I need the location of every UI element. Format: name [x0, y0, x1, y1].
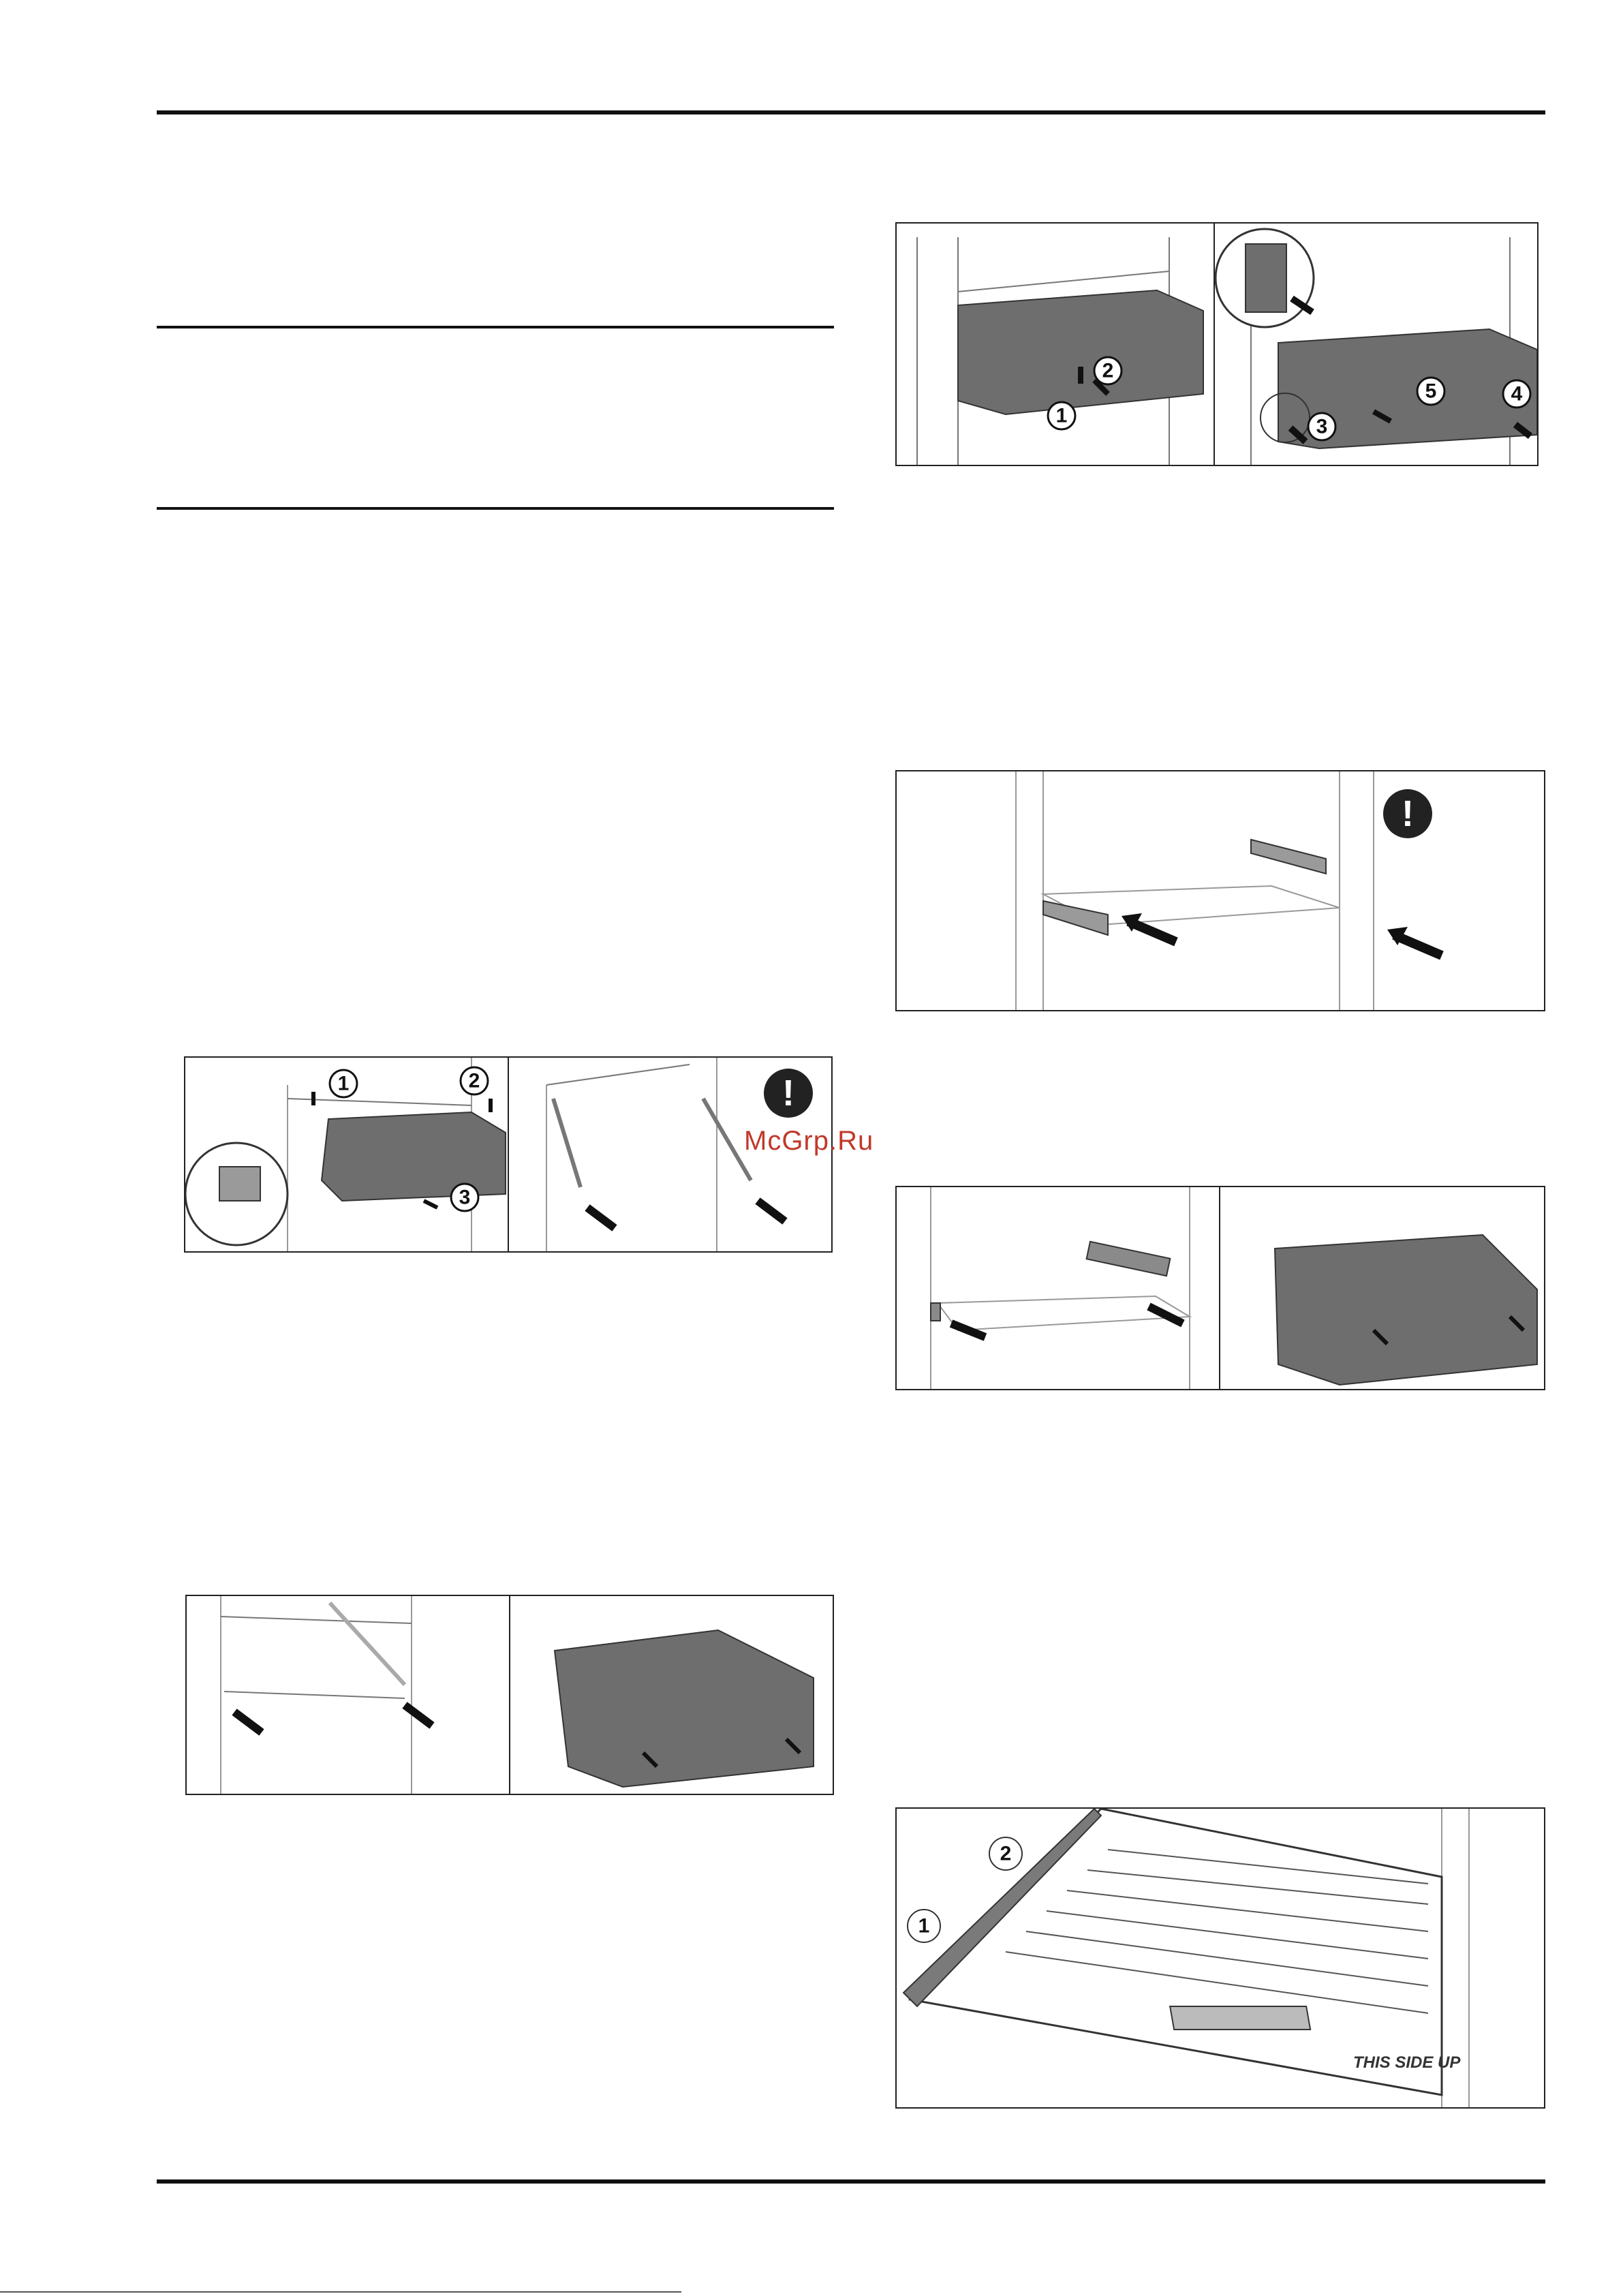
- warning-icon: !: [1402, 793, 1414, 834]
- marker-3: 3: [1316, 415, 1328, 438]
- marker-5: 5: [1425, 380, 1437, 403]
- figure-rails-and-drawer-left: [185, 1595, 834, 1795]
- this-side-up-label: THIS SIDE UP: [1353, 2053, 1461, 2072]
- marker-2: 2: [1102, 359, 1114, 382]
- release-marker-2: 2: [468, 1069, 480, 1092]
- figure-rails-and-drawer-right: [895, 1186, 1545, 1390]
- marker-4: 4: [1511, 382, 1523, 405]
- rails-drawer-left-illustration: [187, 1596, 833, 1794]
- rails-drawer-right-illustration: [897, 1187, 1544, 1389]
- watermark: McGrp.Ru: [744, 1126, 874, 1156]
- header-rule: [157, 110, 1545, 114]
- lid-marker-1: 1: [918, 1914, 930, 1938]
- drawer-release-illustration: [185, 1058, 831, 1251]
- figure-glass-lid: [895, 1807, 1545, 2109]
- release-marker-3: 3: [459, 1186, 471, 1209]
- bottom-thin-rule: [0, 2291, 681, 2293]
- glass-lid-illustration: [897, 1809, 1544, 2107]
- telescopic-rails-illustration: [897, 771, 1544, 1010]
- figure-telescopic-rails: [895, 770, 1545, 1011]
- footer-rule: [157, 2179, 1545, 2184]
- drawer-removal-illustration: [897, 224, 1537, 465]
- figure-drawer-release: [184, 1056, 833, 1253]
- release-warning-icon: !: [782, 1073, 794, 1114]
- marker-1: 1: [1055, 404, 1068, 427]
- lid-marker-2: 2: [1000, 1842, 1012, 1865]
- release-marker-1: 1: [337, 1072, 350, 1095]
- figure-drawer-removal: [895, 222, 1539, 466]
- section-rule-2: [157, 507, 834, 510]
- section-rule-1: [157, 326, 834, 328]
